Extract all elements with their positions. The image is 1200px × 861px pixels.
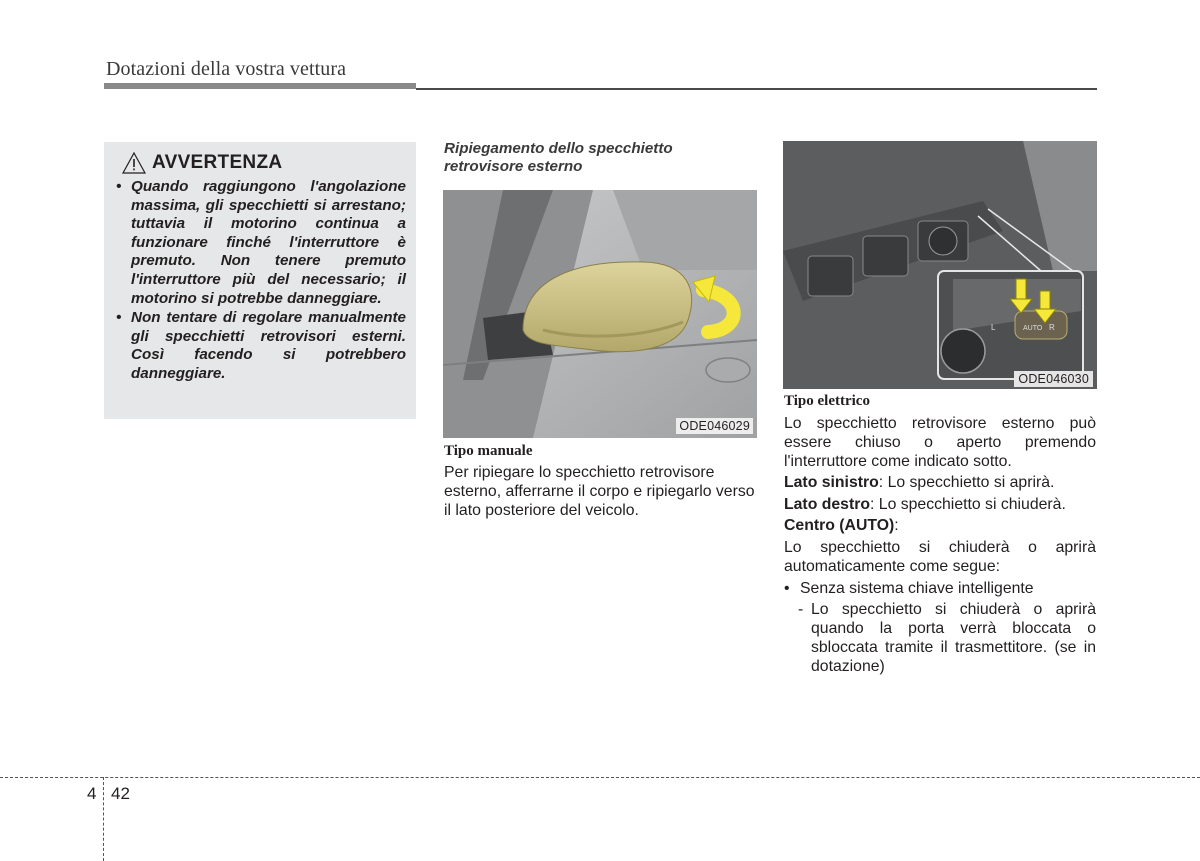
section-heading: Ripiegamento dello specchietto retrovisore esterno — [444, 140, 673, 175]
left-side-label: Lato sinistro — [784, 474, 879, 491]
switch-letter-r: R — [1049, 323, 1055, 332]
figure-code: ODE046029 — [676, 418, 753, 434]
dash-text: Lo specchietto si chiuderà o aprirà quando la porta verrà bloccata o sbloccata tramite il trasmettitore. (se in dotazione) — [811, 601, 1096, 675]
dash: - — [798, 601, 804, 618]
right-side-text: : Lo specchietto si chiuderà. — [870, 496, 1066, 513]
right-side-line — [784, 495, 1096, 514]
manual-mirror-figure — [443, 190, 757, 438]
dash-item — [798, 600, 1096, 676]
center-suffix: : — [894, 517, 899, 534]
footer-divider — [103, 777, 104, 861]
center-text: Lo specchietto si chiuderà o aprirà automaticamente come segue: — [784, 539, 1096, 575]
center-label: Centro (AUTO) — [784, 517, 895, 534]
bullet: • — [116, 178, 122, 195]
manual-text: Per ripiegare lo specchietto retrovisore esterno, afferrarne il corpo e ripiegarlo verso il lato posteriore del veicolo. — [444, 464, 755, 519]
left-side-line — [784, 473, 1096, 492]
left-side-text: : Lo specchietto si aprirà. — [878, 474, 1055, 491]
switch-letter-l: L — [991, 323, 996, 332]
right-side-label: Lato destro — [784, 496, 871, 513]
warning-item-2 — [114, 309, 406, 383]
center-line — [784, 516, 1096, 535]
warning-triangle-icon — [122, 152, 146, 174]
bullet-line — [784, 579, 1096, 598]
warning-heading — [122, 152, 406, 174]
electric-intro-text: Lo specchietto retrovisore esterno può essere chiuso o aperto premendo l'interruttore come indicato sotto. — [784, 415, 1096, 470]
page-header-title: Dotazioni della vostra vettura — [106, 58, 347, 80]
electric-switch-illustration — [783, 141, 1097, 389]
warning-item-1 — [114, 178, 406, 308]
footer-rule — [0, 777, 1200, 778]
header-rule — [104, 83, 416, 89]
electric-subheading: Tipo elettrico — [784, 393, 870, 409]
warning-item-text: Non tentare di regolare manualmente gli specchietti retrovisori esterni. Così facendo si potrebbero danneggiare. — [131, 309, 406, 382]
header-rule-thin — [416, 88, 1097, 90]
bullet: • — [116, 309, 122, 327]
warning-item-text: Quando raggiungono l'angolazione massima, gli specchietti si arrestano; tuttavia il motorino continua a funzionare finché l'interruttore è premuto. Non tenere premuto l'interruttore più del necessario; il motorino si potrebbe danneggiare. — [131, 178, 406, 307]
page-number: 42 — [111, 784, 130, 803]
warning-box — [104, 142, 416, 419]
manual-mirror-illustration — [443, 190, 757, 438]
switch-letter-auto: AUTO — [1023, 325, 1043, 332]
bullet: • — [784, 580, 790, 597]
figure-code: ODE046030 — [1014, 371, 1093, 387]
chapter-number: 4 — [87, 784, 97, 803]
warning-title: AVVERTENZA — [152, 152, 283, 173]
electric-mirror-switch-figure — [783, 141, 1097, 389]
manual-subheading: Tipo manuale — [444, 443, 533, 459]
bullet-text: Senza sistema chiave intelligente — [800, 580, 1034, 597]
